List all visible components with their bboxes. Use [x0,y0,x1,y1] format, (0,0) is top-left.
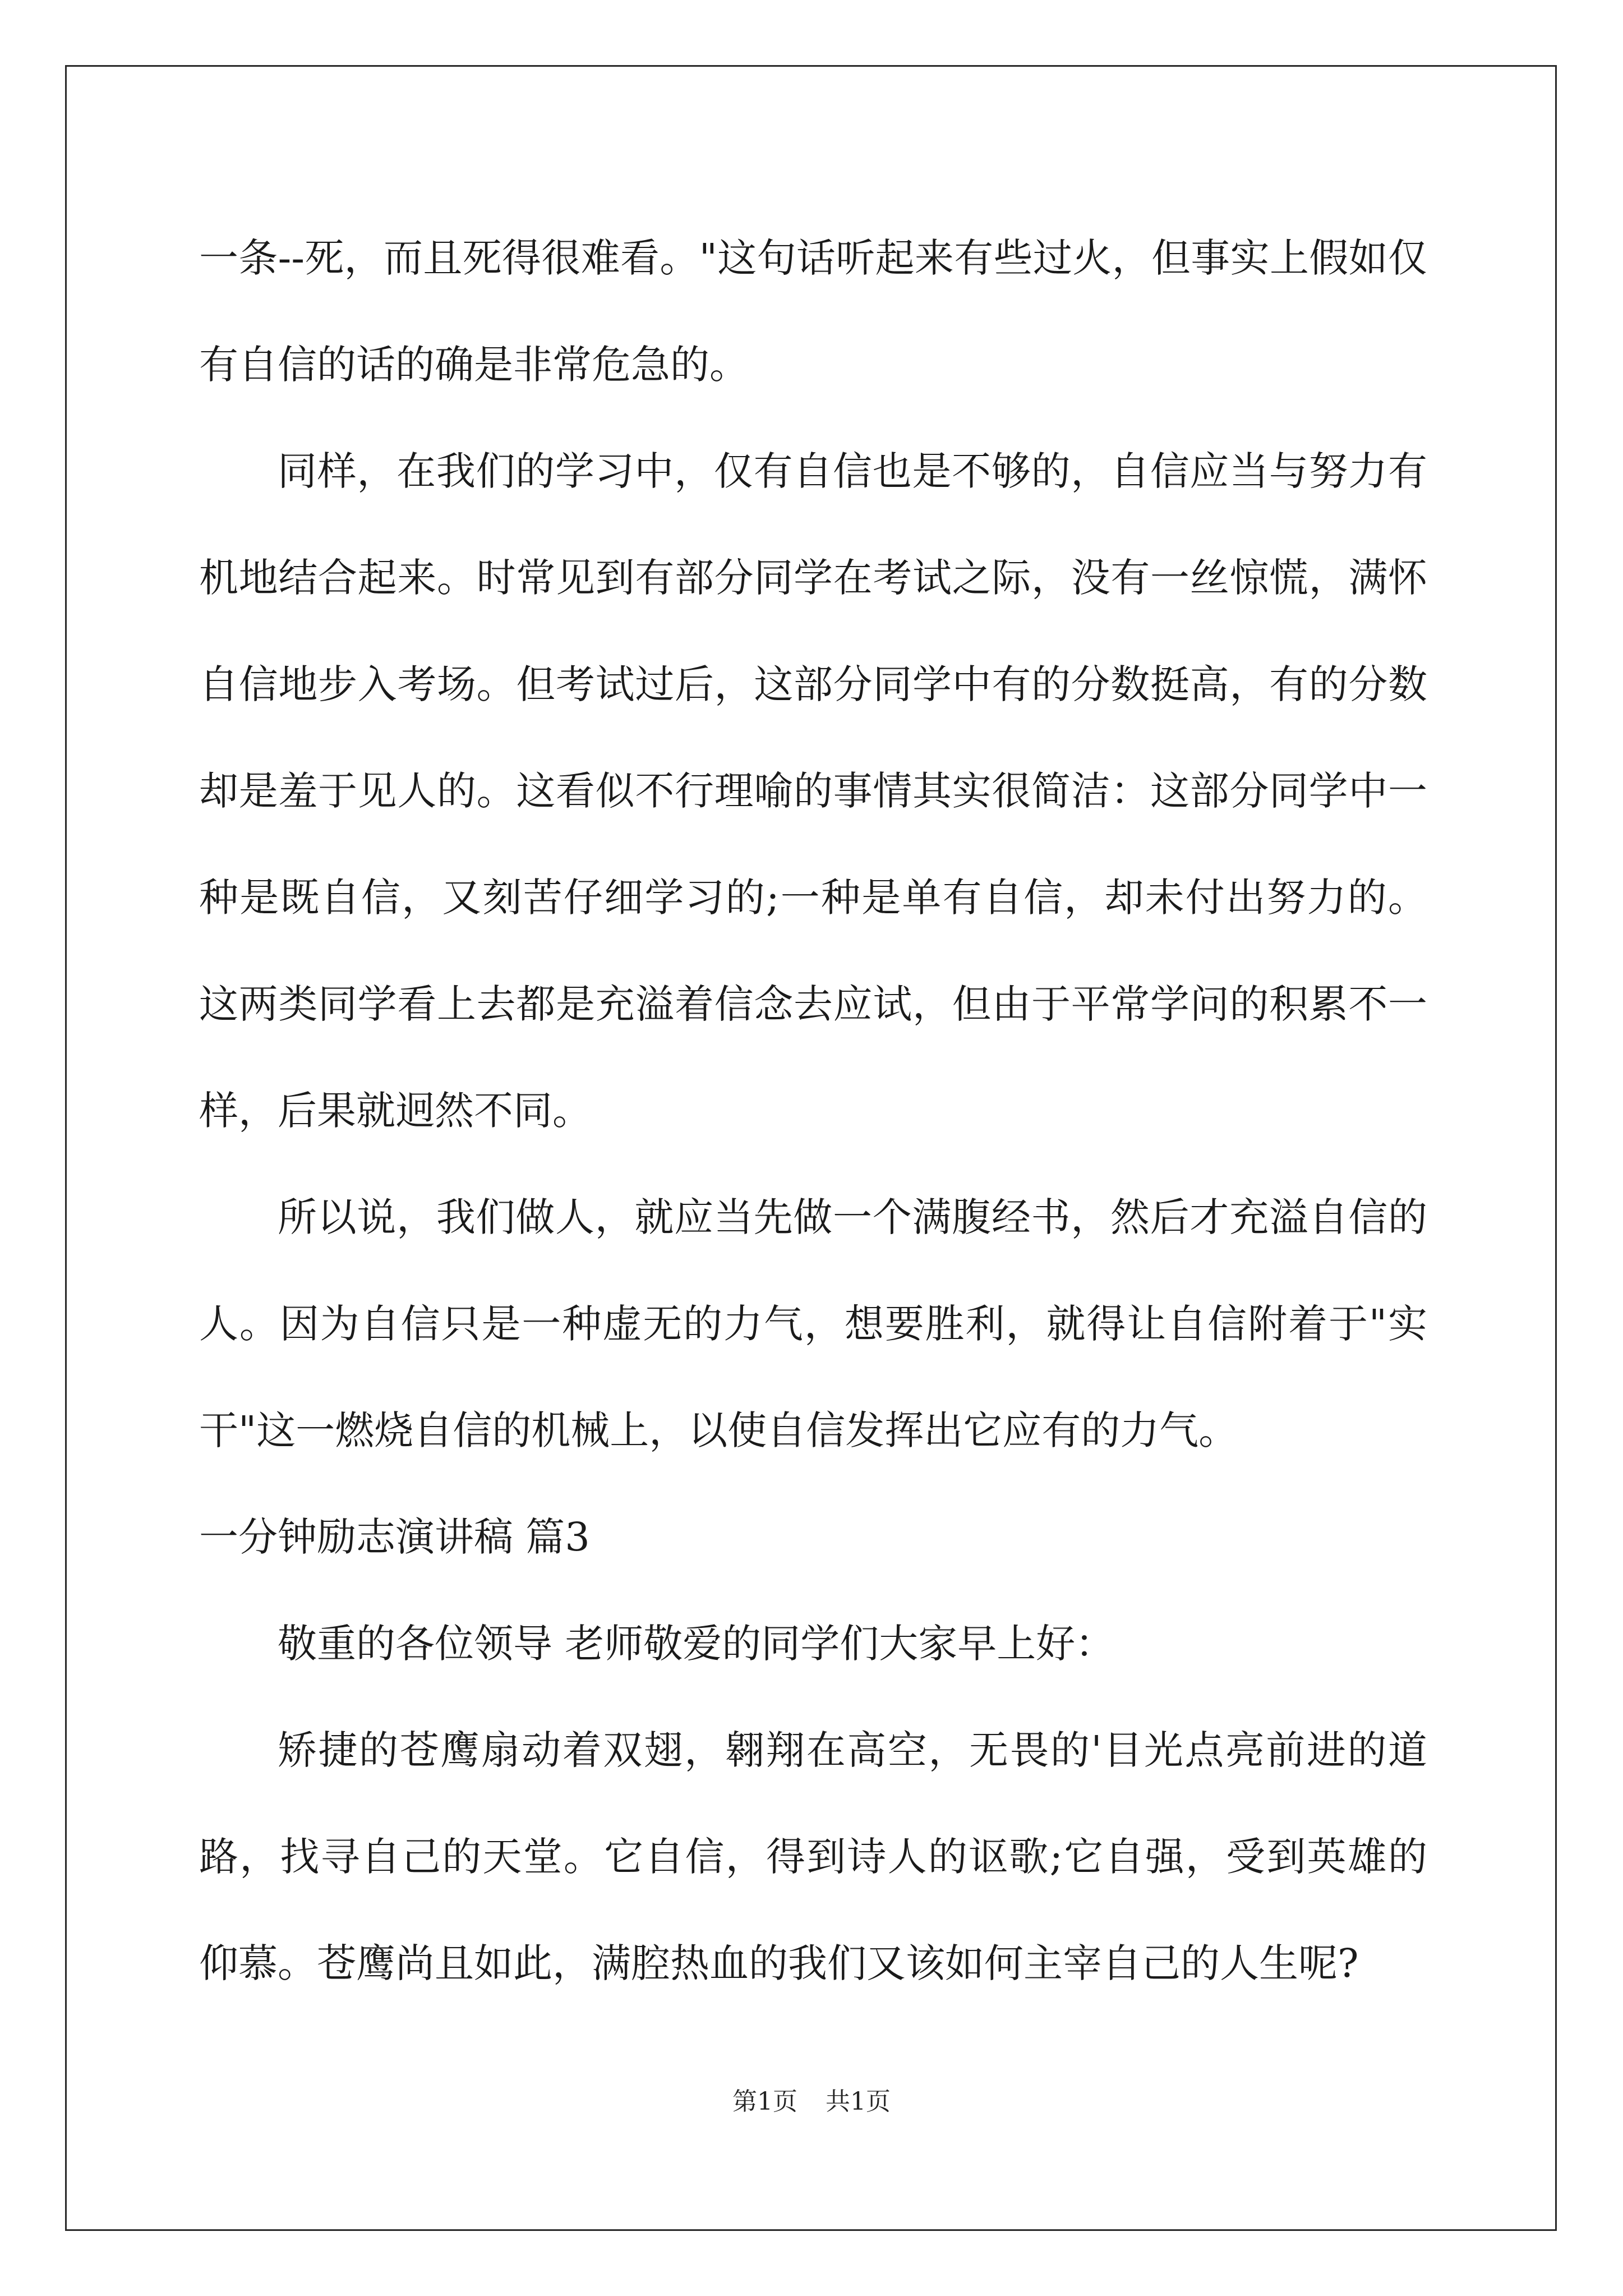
paragraph-1: 一条--死，而且死得很难看。"这句话听起来有些过火，但事实上假如仅有自信的话的确是非常危急的。 [199,235,1427,388]
document-body [199,205,1427,2017]
section-heading: 一分钟励志演讲稿 篇3 [199,1514,590,1560]
page-number: 第1页 [732,2087,797,2116]
paragraph-3: 所以说，我们做人，就应当先做一个满腹经书，然后才充溢自信的人。因为自信只是一种虚无的力气，想要胜利，就得让自信附着于"实干"这一燃烧自信的机械上，以使自信发挥出它应有的力气。 [199,1194,1427,1453]
paragraph-5: 矫捷的苍鹰扇动着双翅，翱翔在高空，无畏的'目光点亮前进的道路，找寻自己的天堂。它自信，得到诗人的讴歌;它自强，受到英雄的仰慕。苍鹰尚且如此，满腔热血的我们又该如何主宰自己的人生呢? [199,1727,1427,1986]
paragraph-2: 同样，在我们的学习中，仅有自信也是不够的，自信应当与努力有机地结合起来。时常见到有部分同学在考试之际，没有一丝惊慌，满怀自信地步入考场。但考试过后，这部分同学中有的分数挺高，有的分数却是羞于见人的。这看似不行理喻的事情其实很简洁：这部分同学中一种是既自信，又刻苦仔细学习的;一种是单有自信，却未付出努力的。这两类同学看上去都是充溢着信念去应试，但由于平常学问的积累不一样，后果就迥然不同。 [199,448,1427,1134]
greeting-paragraph: 敬重的各位领导 老师敬爱的同学们大家早上好： [278,1621,1115,1667]
page-footer [0,2081,1623,2117]
page-total: 共1页 [826,2087,891,2116]
